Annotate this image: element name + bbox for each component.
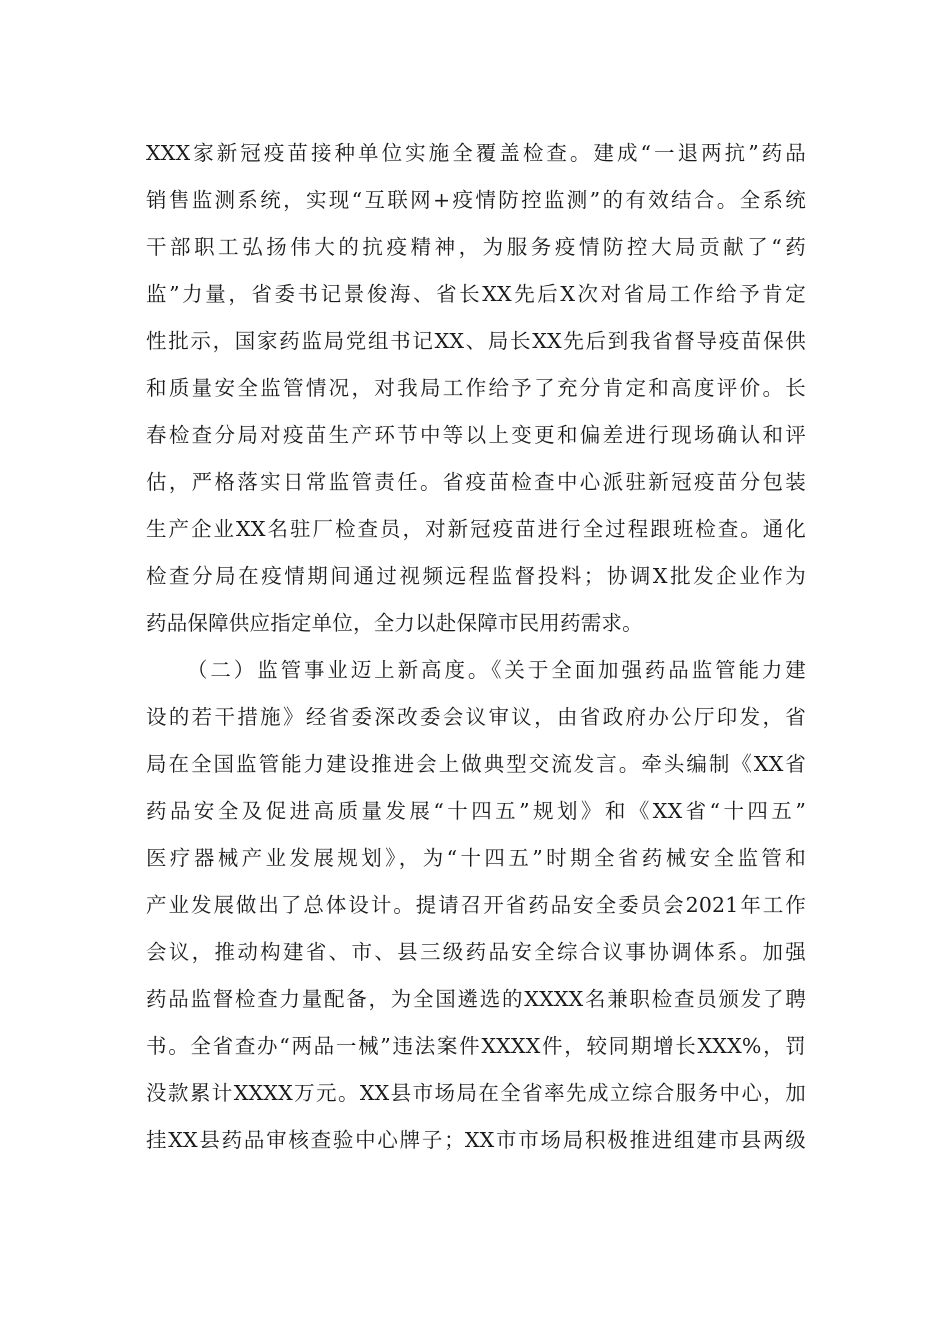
- body-text-line: 药品安全及促进高质量发展“十四五”规划》和《XX省“十四五”: [146, 799, 806, 823]
- body-text-line: 检查分局在疫情期间通过视频远程监督投料；协调X批发企业作为: [146, 564, 806, 588]
- body-text-line: 设的若干措施》经省委深改委会议审议，由省政府办公厅印发，省: [146, 705, 806, 729]
- body-text-line: 春检查分局对疫苗生产环节中等以上变更和偏差进行现场确认和评: [146, 423, 806, 447]
- body-text-line: 书。全省查办“两品一械”违法案件XXXX件，较同期增长XXX%，罚: [146, 1034, 806, 1058]
- body-text-line: 监”力量，省委书记景俊海、省长XX先后X次对省局工作给予肯定: [146, 282, 806, 306]
- body-text-line: 没款累计XXXX万元。XX县市场局在全省率先成立综合服务中心，加: [146, 1081, 806, 1105]
- body-text-line: 干部职工弘扬伟大的抗疫精神，为服务疫情防控大局贡献了“药: [146, 235, 806, 259]
- body-text-line: 药品监督检查力量配备，为全国遴选的XXXX名兼职检查员颁发了聘: [146, 987, 806, 1011]
- section-heading-line: （二）监管事业迈上新高度。《关于全面加强药品监管能力建: [187, 658, 806, 682]
- body-text-line: 药品保障供应指定单位，全力以赴保障市民用药需求。: [146, 611, 643, 635]
- body-text-line: 销售监测系统，实现“互联网+疫情防控监测”的有效结合。全系统: [146, 188, 806, 212]
- body-text-line: 生产企业XX名驻厂检查员，对新冠疫苗进行全过程跟班检查。通化: [146, 517, 806, 541]
- body-text-line: 性批示，国家药监局党组书记XX、局长XX先后到我省督导疫苗保供: [146, 329, 806, 353]
- body-text-line: 医疗器械产业发展规划》，为“十四五”时期全省药械安全监管和: [146, 846, 806, 870]
- body-text-line: 挂XX县药品审核查验中心牌子；XX市市场局积极推进组建市县两级: [146, 1128, 806, 1152]
- body-text-line: 局在全国监管能力建设推进会上做典型交流发言。牵头编制《XX省: [146, 752, 806, 776]
- body-text-line: 估，严格落实日常监管责任。省疫苗检查中心派驻新冠疫苗分包装: [146, 470, 806, 494]
- body-text-line: 产业发展做出了总体设计。提请召开省药品安全委员会2021年工作: [146, 893, 806, 917]
- body-text-line: 和质量安全监管情况，对我局工作给予了充分肯定和高度评价。长: [146, 376, 806, 400]
- body-text-line: XXX家新冠疫苗接种单位实施全覆盖检查。建成“一退两抗”药品: [146, 141, 806, 165]
- body-text-line: 会议，推动构建省、市、县三级药品安全综合议事协调体系。加强: [146, 940, 806, 964]
